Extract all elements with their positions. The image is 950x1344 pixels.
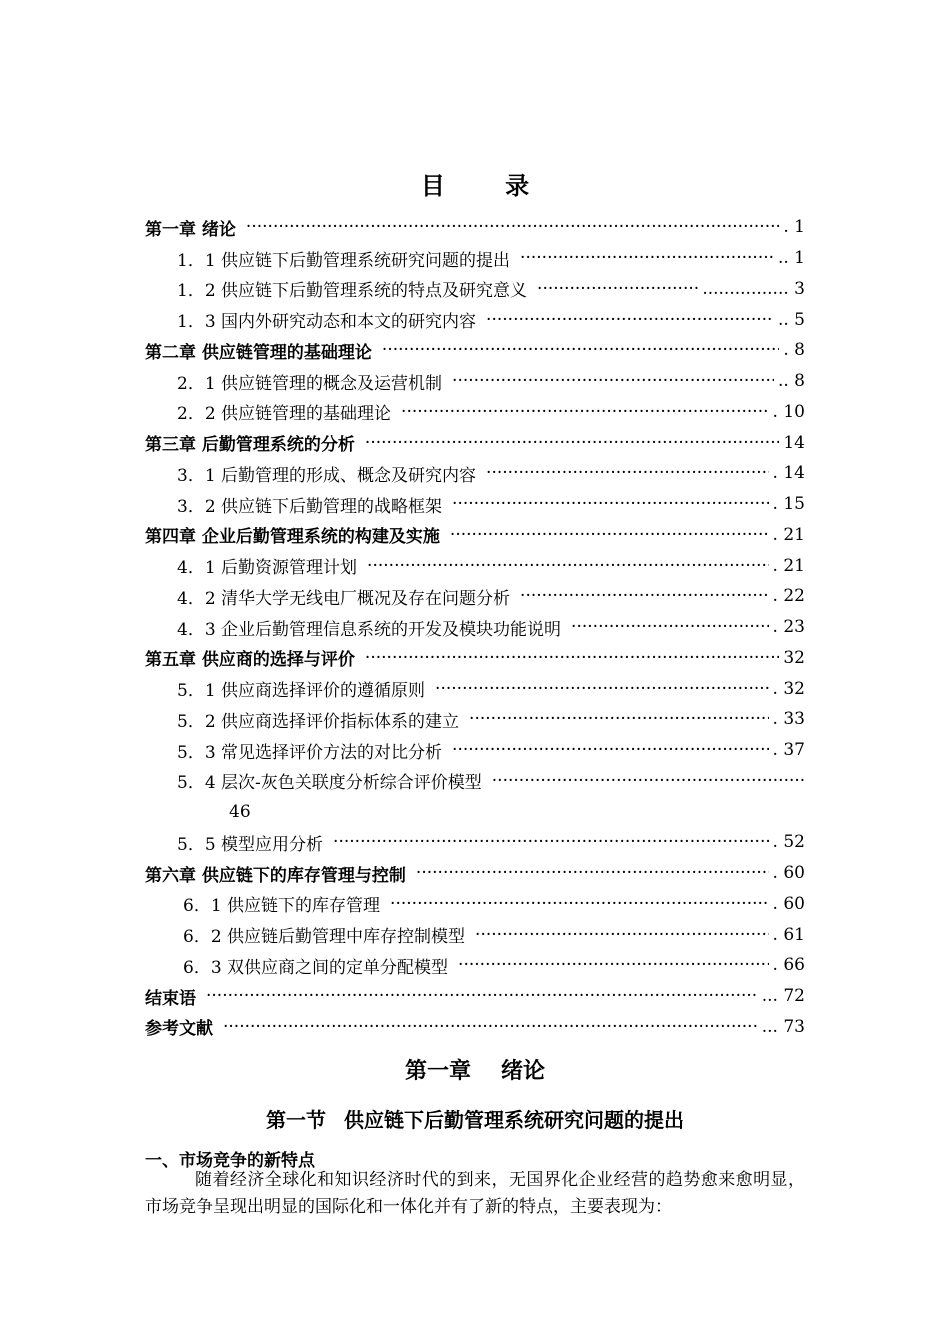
toc-section-entry[interactable] [145, 919, 805, 950]
toc-page-number: . 60 [772, 863, 805, 884]
section-title: 供应链下后勤管理系统研究问题的提出 [344, 1108, 684, 1132]
toc-dot-leader [223, 1017, 758, 1037]
toc-section-entry[interactable] [145, 274, 805, 305]
toc-page-number: . 1 [783, 217, 805, 238]
toc-entry-label: 4．1 后勤资源管理计划 [177, 558, 358, 579]
toc-entry-label: 结束语 [145, 988, 196, 1009]
toc-dot-leader [452, 371, 774, 391]
toc-section-entry[interactable] [145, 612, 805, 643]
toc-entry-label: 5．1 供应商选择评价的遵循原则 [177, 681, 426, 702]
toc-dot-leader [206, 986, 758, 1006]
toc-dot-leader [486, 463, 769, 483]
toc-dot-leader [390, 894, 769, 914]
toc-dot-leader [452, 494, 769, 514]
chapter-heading [0, 1054, 950, 1085]
toc-entry-label: 6．2 供应链后勤管理中库存控制模型 [183, 927, 466, 948]
toc-section-entry[interactable] [145, 550, 805, 581]
toc-dot-leader [382, 340, 779, 360]
toc-section-entry[interactable] [145, 889, 805, 920]
toc-page-number: .. 1 [777, 248, 805, 269]
toc-page-number: . 33 [772, 709, 805, 730]
toc-entry-label: 1．2 供应链下后勤管理系统的特点及研究意义 [177, 281, 528, 302]
toc-section-entry[interactable] [145, 827, 805, 858]
toc-entry-label: 4．3 企业后勤管理信息系统的开发及模块功能说明 [177, 619, 562, 640]
toc-dot-leader [458, 955, 769, 975]
toc-entry-label: 第三章 后勤管理系统的分析 [145, 435, 355, 456]
toc-page-number: .. 5 [777, 309, 805, 330]
toc-section-entry[interactable] [145, 673, 805, 704]
toc-chapter-entry[interactable] [145, 981, 805, 1012]
toc-dot-leader [520, 248, 774, 268]
toc-page-number: . 21 [772, 524, 805, 545]
toc-page-number: . 14 [772, 463, 805, 484]
toc-dot-leader [401, 402, 769, 422]
toc-dot-leader [435, 679, 769, 699]
toc-entry-label: 3．2 供应链下后勤管理的战略框架 [177, 496, 443, 517]
toc-page-number: . 21 [772, 555, 805, 576]
toc-entry-label: 第四章 企业后勤管理系统的构建及实施 [145, 527, 440, 548]
toc-dot-leader [246, 217, 779, 237]
toc-section-entry[interactable] [145, 581, 805, 612]
toc-page-number: . 52 [772, 832, 805, 853]
toc-page-number: ... 73 [761, 1016, 805, 1037]
toc-entry-label: 1．3 国内外研究动态和本文的研究内容 [177, 312, 477, 333]
toc-section-entry[interactable] [145, 366, 805, 397]
toc-dot-leader [469, 709, 769, 729]
toc-dot-leader [486, 310, 774, 330]
toc-chapter-entry[interactable] [145, 643, 805, 674]
toc-dot-leader [333, 832, 769, 852]
toc-section-entry[interactable] [145, 766, 805, 797]
toc-entry-label: 第一章 绪论 [145, 219, 236, 240]
toc-entry-label: 1．1 供应链下后勤管理系统研究问题的提出 [177, 250, 511, 271]
toc-section-entry[interactable] [145, 304, 805, 335]
toc-chapter-entry[interactable] [145, 1012, 805, 1043]
toc-dot-leader [365, 648, 779, 668]
toc-dot-leader [365, 433, 779, 453]
toc-dot-leader [475, 925, 769, 945]
toc-dot-leader [452, 740, 769, 760]
toc-section-entry[interactable] [145, 489, 805, 520]
toc-section-entry[interactable] [145, 735, 805, 766]
toc-dot-leader [571, 617, 769, 637]
toc-page-number: 32 [783, 647, 805, 668]
toc-entry-label: 6．3 双供应商之间的定单分配模型 [183, 957, 449, 978]
toc-entry-label: 2．1 供应链管理的概念及运营机制 [177, 373, 443, 394]
toc-chapter-entry[interactable] [145, 520, 805, 551]
toc-page-number: . 66 [772, 955, 805, 976]
toc-entry-label: 3．1 后勤管理的形成、概念及研究内容 [177, 465, 477, 486]
toc-page-number: . 10 [772, 401, 805, 422]
toc-section-entry[interactable] [145, 950, 805, 981]
toc-section-entry[interactable] [145, 458, 805, 489]
toc-entry-label: 46 [229, 801, 251, 822]
toc-chapter-entry[interactable] [145, 335, 805, 366]
toc-section-entry[interactable] [145, 397, 805, 428]
chapter-number: 第一章 [404, 1058, 471, 1084]
toc-section-entry[interactable] [145, 243, 805, 274]
toc-chapter-entry[interactable] [145, 858, 805, 889]
toc-page-number: .. 8 [777, 371, 805, 392]
toc-entry-label: 第五章 供应商的选择与评价 [145, 650, 355, 671]
toc-entry-label: 4．2 清华大学无线电厂概况及存在问题分析 [177, 588, 511, 609]
toc-entry-label: 5．5 模型应用分析 [177, 834, 324, 855]
toc-page-number: . 15 [772, 494, 805, 515]
toc-entry-label: 第六章 供应链下的库存管理与控制 [145, 865, 406, 886]
toc-title: 目 录 [420, 171, 556, 200]
toc-section-entry[interactable] [145, 796, 805, 827]
toc-dot-leader [367, 556, 769, 576]
toc-page-number: . 8 [783, 340, 805, 361]
toc-dot-leader [416, 863, 769, 883]
toc-page-number: ... 72 [761, 986, 805, 1007]
toc-page-number: . 23 [772, 617, 805, 638]
body-paragraph: 随着经济全球化和知识经济时代的到来，无国界化企业经营的趋势愈来愈明显，市场竞争呈现出明显的国际化和一体化并有了新的特点，主要表现为： [145, 1170, 805, 1217]
toc-page-number: . 61 [772, 924, 805, 945]
toc-section-entry[interactable] [145, 704, 805, 735]
toc-page-number: ................ 3 [702, 278, 805, 299]
toc-entry-label: 2．2 供应链管理的基础理论 [177, 404, 392, 425]
toc-page-number: . 32 [772, 678, 805, 699]
toc-entry-label: 第二章 供应链管理的基础理论 [145, 342, 372, 363]
toc-entry-label: 5．3 常见选择评价方法的对比分析 [177, 742, 443, 763]
toc-page-number: . 60 [772, 893, 805, 914]
toc-page-number: 14 [783, 432, 805, 453]
table-of-contents [145, 212, 805, 1042]
section-number: 第一节 [266, 1108, 326, 1132]
subheading: 一、市场竞争的新特点 [145, 1151, 315, 1171]
section-heading [0, 1104, 950, 1133]
chapter-title: 绪论 [501, 1058, 546, 1084]
toc-entry-label: 参考文献 [145, 1019, 213, 1040]
toc-entry-label: 5．4 层次-灰色关联度分析综合评价模型 [177, 773, 482, 794]
toc-page-number: . 37 [772, 740, 805, 761]
toc-dot-leader [450, 525, 769, 545]
toc-entry-label: 6．1 供应链下的库存管理 [183, 896, 381, 917]
toc-entry-label: 5．2 供应商选择评价指标体系的建立 [177, 711, 460, 732]
toc-dot-leader [537, 279, 698, 299]
toc-dot-leader [492, 771, 805, 791]
toc-chapter-entry[interactable] [145, 427, 805, 458]
toc-dot-leader [520, 586, 769, 606]
toc-page-number: . 22 [772, 586, 805, 607]
toc-chapter-entry[interactable] [145, 212, 805, 243]
